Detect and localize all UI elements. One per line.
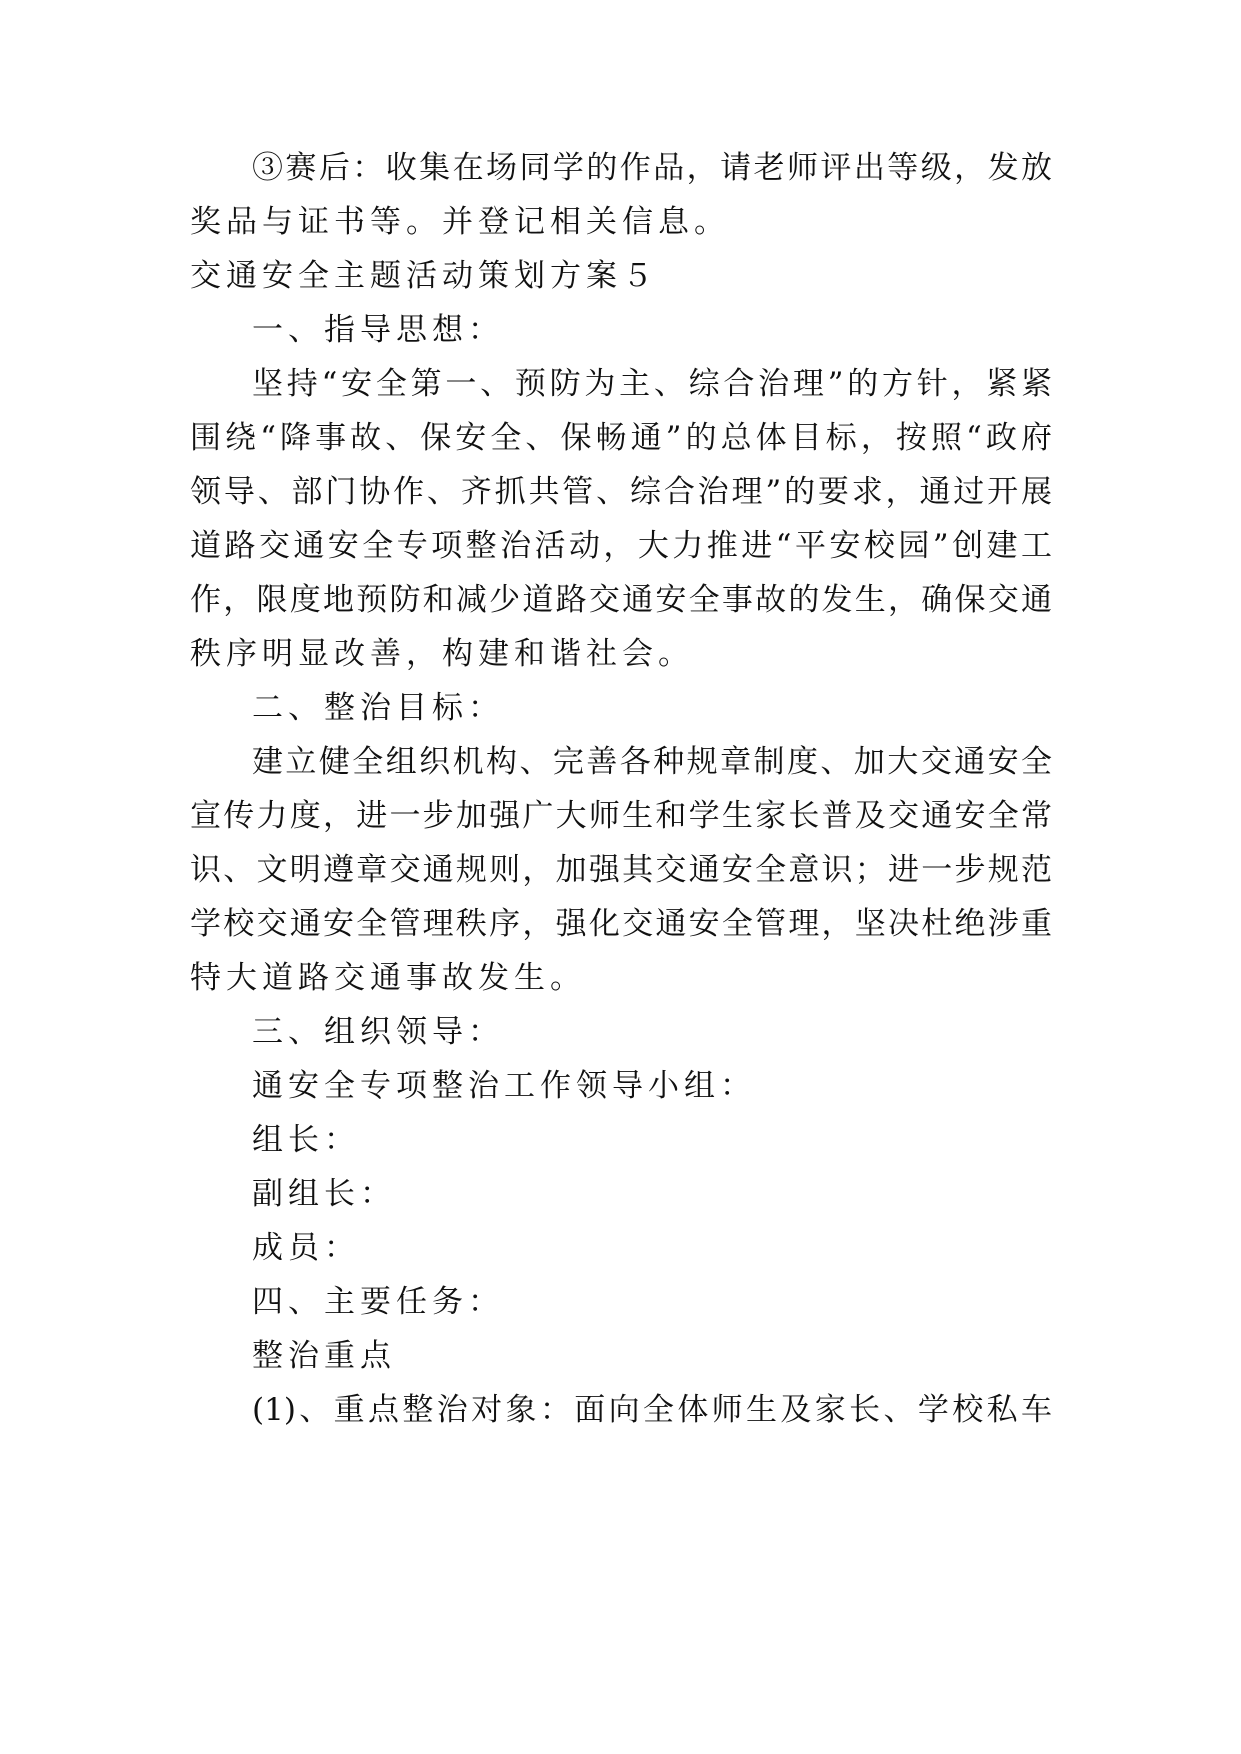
members-line: 成员：: [252, 1230, 360, 1266]
section-title: 交通安全主题活动策划方案５: [190, 258, 658, 294]
paragraph-line: 宣传力度，进一步加强广大师生和学生家长普及交通安全常: [190, 798, 1052, 834]
paragraph-line: 围绕“降事故、保安全、保畅通”的总体目标，按照“政府: [190, 420, 1052, 456]
paragraph-line: 道路交通安全专项整治活动，大力推进“平安校园”创建工: [190, 528, 1052, 564]
paragraph-line: 坚持“安全第一、预防为主、综合治理”的方针，紧紧: [252, 366, 1052, 402]
paragraph-line: 特大道路交通事故发生。: [190, 960, 586, 996]
paragraph-line: (1)、重点整治对象：面向全体师生及家长、学校私车: [252, 1392, 1052, 1428]
heading-main-tasks: 四、主要任务：: [252, 1284, 504, 1320]
subheading-key-points: 整治重点: [252, 1338, 396, 1374]
heading-organization: 三、组织领导：: [252, 1014, 504, 1050]
paragraph-line: 通安全专项整治工作领导小组：: [252, 1068, 756, 1104]
paragraph-line: ③赛后：收集在场同学的作品，请老师评出等级，发放: [252, 150, 1052, 186]
paragraph-line: 识、文明遵章交通规则，加强其交通安全意识；进一步规范: [190, 852, 1052, 888]
paragraph-line: 建立健全组织机构、完善各种规章制度、加大交通安全: [252, 744, 1052, 780]
heading-guiding-ideology: 一、指导思想：: [252, 312, 504, 348]
leader-line: 组长：: [252, 1122, 360, 1158]
heading-objectives: 二、整治目标：: [252, 690, 504, 726]
paragraph-line: 领导、部门协作、齐抓共管、综合治理”的要求，通过开展: [190, 474, 1052, 510]
paragraph-line: 秩序明显改善，构建和谐社会。: [190, 636, 694, 672]
paragraph-line: 作，限度地预防和减少道路交通安全事故的发生，确保交通: [190, 582, 1052, 618]
paragraph-line: 奖品与证书等。并登记相关信息。: [190, 204, 730, 240]
paragraph-line: 学校交通安全管理秩序，强化交通安全管理，坚决杜绝涉重: [190, 906, 1052, 942]
deputy-leader-line: 副组长：: [252, 1176, 396, 1212]
